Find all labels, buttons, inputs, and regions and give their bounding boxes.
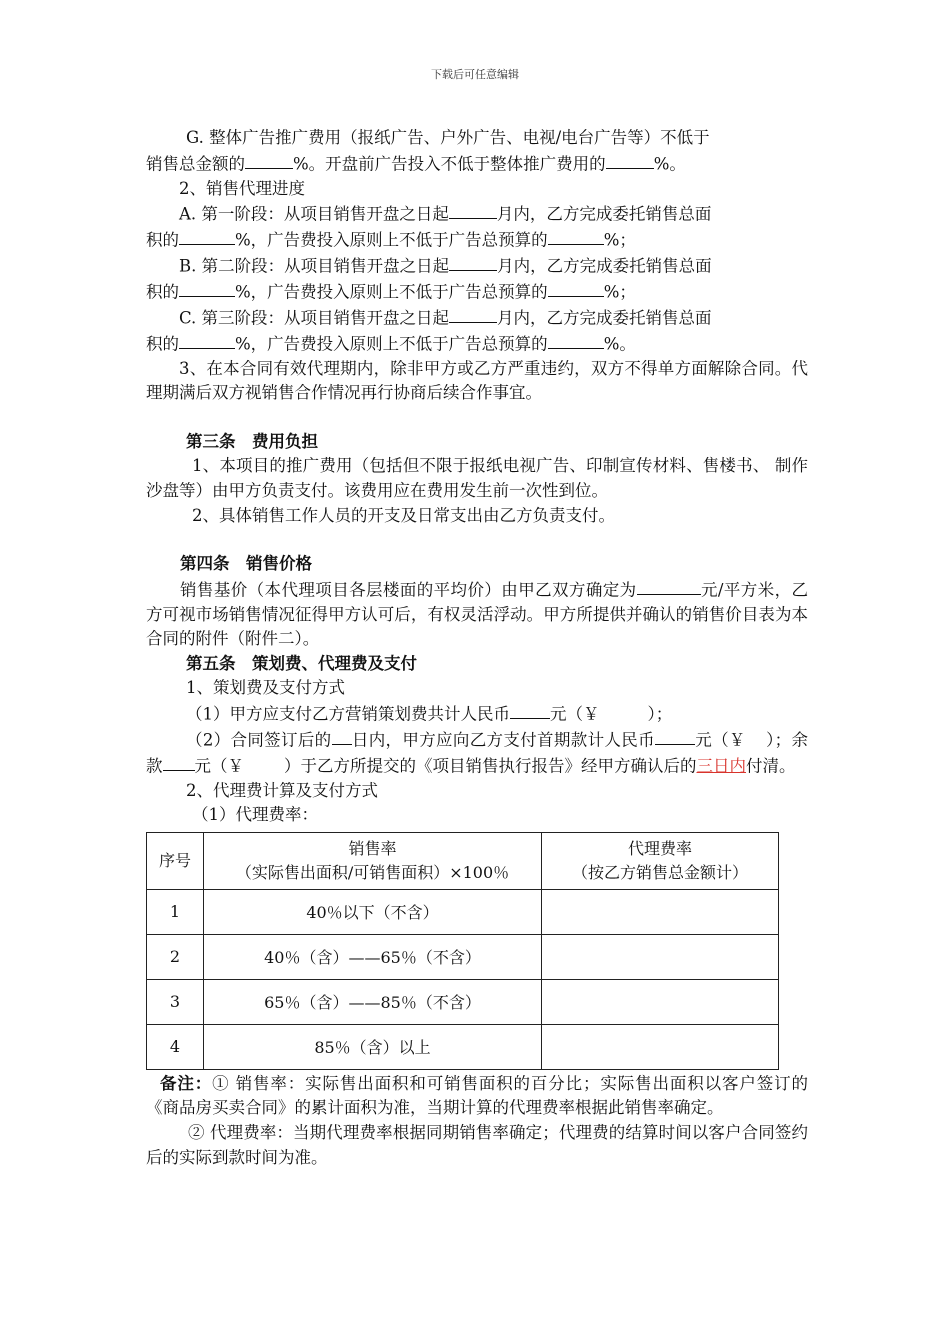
progress-item-3: 3、在本合同有效代理期内，除非甲方或乙方严重违约，双方不得单方面解除合同。代理期满后双方视销售合作情况再行协商后续合作事宜。 [146, 358, 808, 403]
cell-sales-rate: 65％（含）——85％（不含） [204, 979, 542, 1024]
stage-a: A. 第一阶段：从项目销售开盘之日起 月内，乙方完成委托销售总面 积的 %，广告费投入原则上不低于广告总预算的 %； [146, 201, 808, 253]
highlight-three-days: 三日 [696, 756, 730, 776]
blank [332, 727, 352, 745]
cell-sales-rate: 40％以下（不含） [204, 889, 542, 934]
cell-index: 1 [147, 889, 204, 934]
blank [548, 227, 604, 245]
blank [655, 727, 695, 745]
highlight-within: 内 [729, 756, 746, 776]
agency-fee-table [146, 832, 779, 1070]
stage-c: C. 第三阶段：从项目销售开盘之日起 月内，乙方完成委托销售总面 积的 %，广告费投入原则上不低于广告总预算的 %。 [146, 305, 808, 357]
blank [179, 331, 235, 349]
table-row [147, 889, 779, 934]
header-agency-rate: 代理费率 （按乙方销售总金额计） [542, 832, 779, 889]
table-row [147, 934, 779, 979]
stage-b: B. 第二阶段：从项目销售开盘之日起 月内，乙方完成委托销售总面 积的 %，广告费投入原则上不低于广告总预算的 %； [146, 253, 808, 305]
blank [163, 753, 195, 771]
article-5-heading: 第五条 策划费、代理费及支付 [186, 653, 417, 673]
table-row [147, 979, 779, 1024]
cell-agency-rate [542, 1024, 779, 1069]
article-5-s1-1: （1）甲方应支付乙方营销策划费共计人民币 元（￥ ）； [146, 701, 808, 727]
blank [179, 227, 235, 245]
blank [179, 279, 235, 297]
blank [548, 279, 604, 297]
article-4-heading: 第四条 销售价格 [180, 554, 312, 574]
article-4-p1: 销售基价（本代理项目各层楼面的平均价）由甲乙双方确定为 元/平方米，乙方可视市场销售情况征得甲方认可后，有权灵活浮动。甲方所提供并确认的销售价目表为本合同的附件（附件二）。 [146, 577, 808, 652]
article-3-p1: 1、本项目的推广费用（包括但不限于报纸电视广告、印制宣传材料、售楼书、 制作沙盘等）由甲方负责支付。该费用应在费用发生前一次性到位。 [146, 456, 808, 500]
blank [548, 331, 604, 349]
blank [606, 151, 654, 169]
progress-title: 2、销售代理进度 [179, 178, 305, 198]
article-3-p2: 2、具体销售工作人员的开支及日常支出由乙方负责支付。 [192, 505, 615, 525]
note-2: ② 代理费率：当期代理费率根据同期销售率确定；代理费的结算时间以客户合同签约后的实际到款时间为准。 [146, 1123, 808, 1167]
clause-g: G. 整体广告推广费用（报纸广告、户外广告、电视/电台广告等）不低于 销售总金额的 %。开盘前广告投入不低于整体推广费用的 %。 [146, 128, 710, 173]
blank [449, 253, 497, 271]
document-body [146, 126, 808, 1170]
header-index: 序号 [147, 832, 204, 889]
blank [449, 305, 497, 323]
blank [510, 701, 550, 719]
blank [449, 201, 497, 219]
blank [637, 577, 701, 595]
cell-agency-rate [542, 934, 779, 979]
cell-agency-rate [542, 979, 779, 1024]
table-row [147, 1024, 779, 1069]
note-1: 备注：① 销售率：实际售出面积和可销售面积的百分比；实际售出面积以客户签订的《商品房买卖合同》的累计面积为准，当期计算的代理费率根据此销售率确定。 [146, 1073, 809, 1118]
blank [245, 151, 293, 169]
note-label: 备注： [160, 1073, 213, 1093]
table-header-row [147, 832, 779, 889]
cell-index: 4 [147, 1024, 204, 1069]
cell-index: 3 [147, 979, 204, 1024]
cell-agency-rate [542, 889, 779, 934]
page-header-note: 下载后可任意编辑 [431, 68, 519, 81]
cell-sales-rate: 85％（含）以上 [204, 1024, 542, 1069]
header-sales-rate: 销售率 （实际售出面积/可销售面积）×100％ [204, 832, 542, 889]
article-5-s2-1: （1）代理费率： [192, 805, 318, 825]
cell-index: 2 [147, 934, 204, 979]
article-5-s1-2: （2）合同签订后的 日内，甲方应向乙方支付首期款计人民币 元（￥ ）；余款 元（￥ ）于乙方所提交的《项目销售执行报告》经甲方确认后的三日内付清。 [146, 727, 808, 779]
article-3-heading: 第三条 费用负担 [186, 431, 318, 451]
cell-sales-rate: 40％（含）——65％（不含） [204, 934, 542, 979]
article-5-s1: 1、策划费及支付方式 [186, 678, 345, 698]
article-5-s2: 2、代理费计算及支付方式 [186, 780, 378, 800]
